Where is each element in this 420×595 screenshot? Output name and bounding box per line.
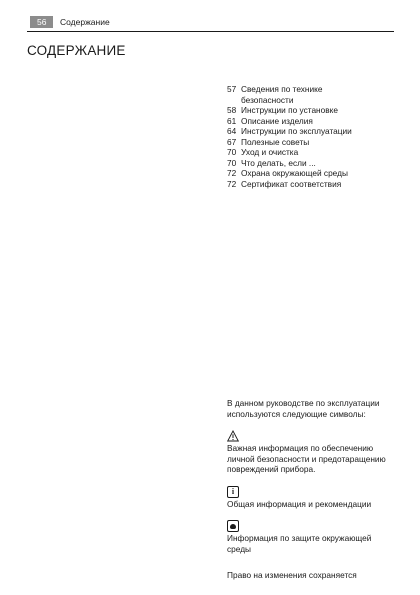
toc-page-number: 70 <box>227 147 237 157</box>
eco-icon <box>227 520 239 532</box>
warning-icon <box>227 430 239 442</box>
toc-entry-certificate[interactable] <box>227 179 397 190</box>
table-of-contents <box>227 84 397 189</box>
toc-entry-text: Полезные советы <box>241 136 310 147</box>
toc-page-number <box>227 95 241 106</box>
toc-entry-environment[interactable] <box>227 168 397 179</box>
toc-page-number: 64 <box>227 126 237 136</box>
symbol-warning <box>227 430 397 475</box>
toc-entry-text: Инструкции по установке <box>241 105 338 115</box>
page-number: 56 <box>30 16 53 28</box>
toc-page-number: 58 <box>227 105 237 115</box>
rights-reserved-note: Право на изменения сохраняется <box>227 570 357 580</box>
toc-page-number: 67 <box>227 136 237 147</box>
toc-entry-safety-continued[interactable] <box>227 95 397 106</box>
symbol-warning-text <box>227 443 397 475</box>
toc-entry-installation[interactable] <box>227 105 397 116</box>
toc-page-number: 72 <box>227 168 237 178</box>
toc-entry-text: Инструкции по эксплуатации <box>241 126 352 136</box>
toc-entry-text: безопасности <box>241 94 294 105</box>
symbols-legend <box>227 398 397 581</box>
toc-entry-product-description[interactable] <box>227 116 397 127</box>
header-rule <box>27 31 394 32</box>
toc-entry-text: Охрана окружающей среды <box>241 168 348 178</box>
symbols-intro-line: используются следующие символы: <box>227 408 366 419</box>
toc-page-number: 61 <box>227 115 237 126</box>
symbol-environment-text <box>227 533 397 554</box>
toc-page-number: 57 <box>227 84 237 94</box>
page-header <box>27 15 394 31</box>
toc-entry-operation[interactable] <box>227 126 397 137</box>
symbol-text-line: Важная информация по обеспечению <box>227 443 374 453</box>
toc-entry-tips[interactable] <box>227 137 397 148</box>
symbol-text-line: среды <box>227 543 251 554</box>
symbol-environment <box>227 520 397 554</box>
symbol-text-line: Общая информация и рекомендации <box>227 498 372 509</box>
toc-entry-text: Сертификат соответствия <box>241 178 342 189</box>
symbols-intro <box>227 398 397 419</box>
toc-entry-troubleshooting[interactable] <box>227 158 397 169</box>
toc-page-number: 72 <box>227 178 237 189</box>
header-section-title: Содержание <box>60 17 110 27</box>
symbol-info-text <box>227 499 397 510</box>
toc-entry-safety[interactable] <box>227 84 397 95</box>
symbols-intro-line: В данном руководстве по эксплуатации <box>227 398 380 408</box>
page-title: СОДЕРЖАНИЕ <box>27 43 126 58</box>
symbol-info <box>227 486 397 510</box>
toc-entry-care-cleaning[interactable] <box>227 147 397 158</box>
toc-page-number: 70 <box>227 157 237 168</box>
toc-entry-text: Что делать, если ... <box>241 157 316 168</box>
symbol-text-line: личной безопасности и предотаращению <box>227 453 386 464</box>
info-icon: i <box>227 486 239 498</box>
symbol-text-line: повреждений прибора. <box>227 464 316 474</box>
toc-entry-text: Уход и очистка <box>241 147 299 157</box>
symbol-text-line: Информация по защите окружающей <box>227 533 372 543</box>
toc-entry-text: Описание изделия <box>241 115 313 126</box>
toc-entry-text: Сведения по технике <box>241 84 323 94</box>
